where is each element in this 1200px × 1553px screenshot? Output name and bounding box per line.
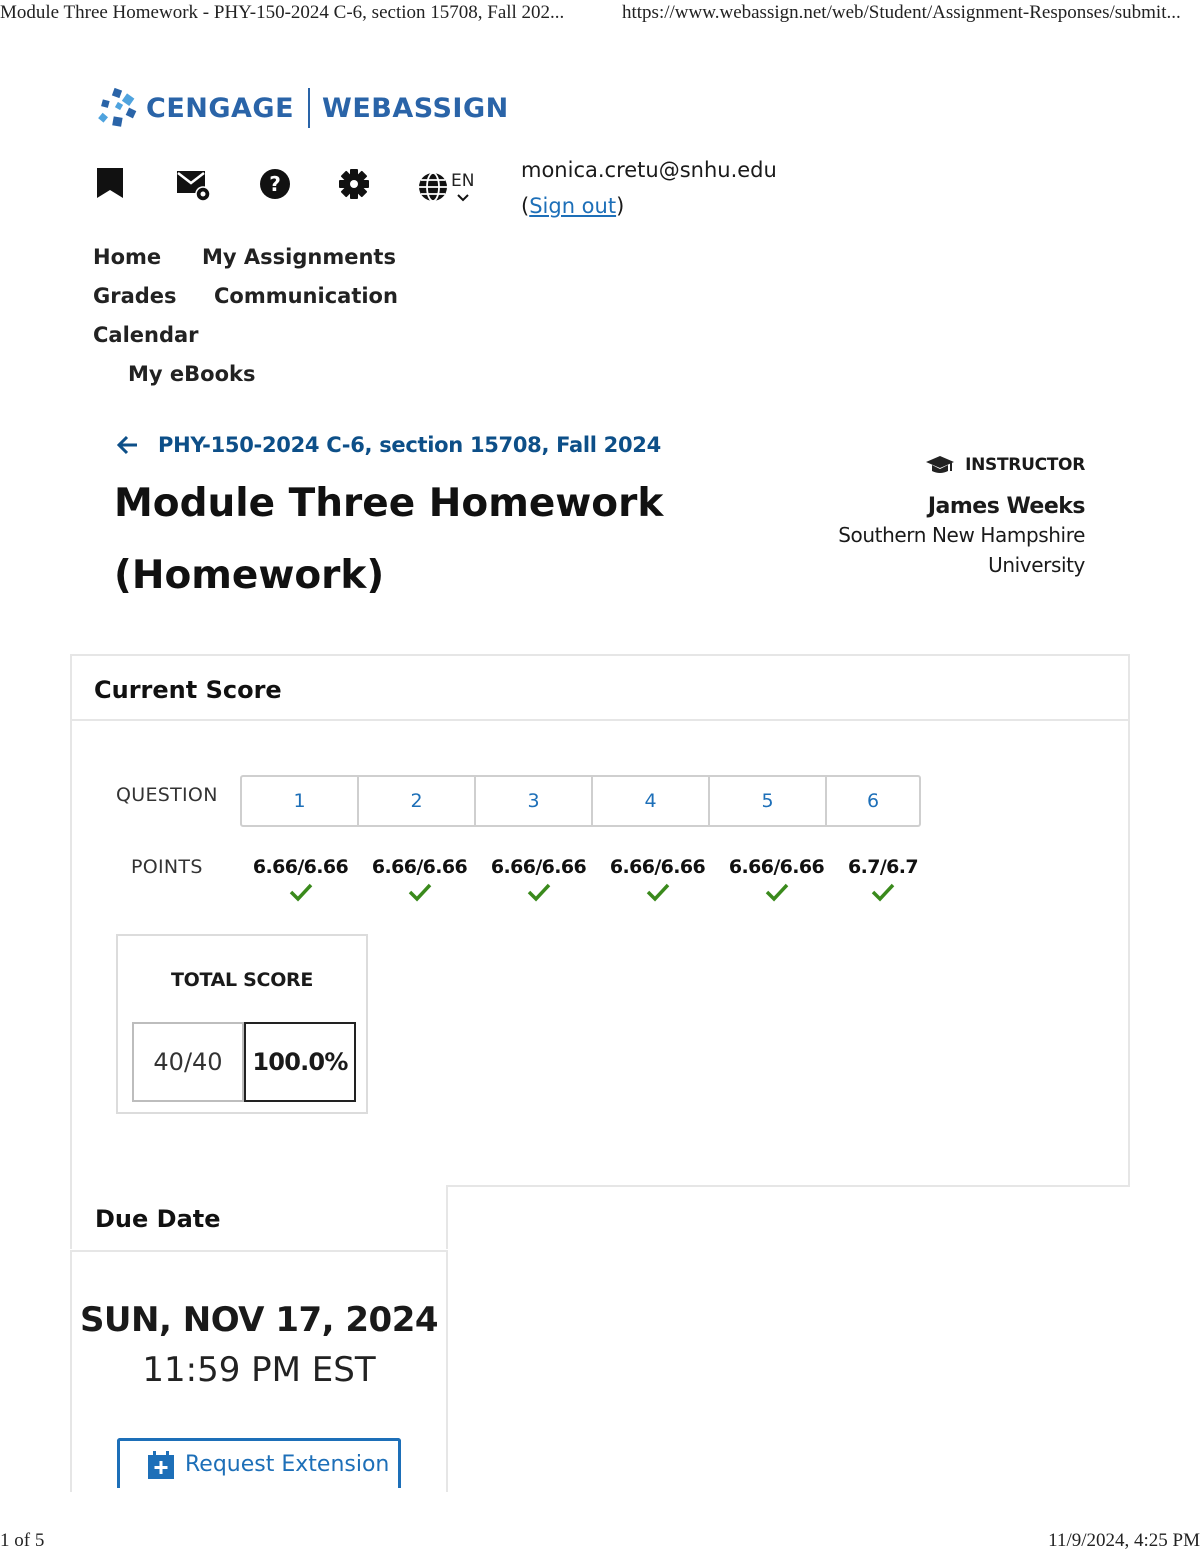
request-extension-label: Request Extension xyxy=(185,1452,390,1477)
language-code: EN xyxy=(451,171,475,191)
print-page-number: 1 of 5 xyxy=(0,1530,45,1551)
checkmark-icon xyxy=(646,882,670,902)
question-selector xyxy=(240,775,921,827)
logo-divider xyxy=(308,88,310,128)
settings-icon[interactable] xyxy=(336,166,372,202)
question-label: QUESTION xyxy=(116,784,218,806)
points-value: 6.7/6.7 xyxy=(847,856,919,878)
due-date-value: SUN, NOV 17, 2024 xyxy=(79,1300,439,1340)
points-q4 xyxy=(599,856,716,906)
messages-icon[interactable] xyxy=(175,166,211,202)
points-value: 6.66/6.66 xyxy=(252,856,349,878)
logo-cengage-text: CENGAGE xyxy=(146,92,295,124)
question-button-4[interactable]: 4 xyxy=(593,777,710,825)
current-score-header xyxy=(70,654,1130,720)
print-timestamp: 11/9/2024, 4:25 PM xyxy=(1048,1530,1200,1551)
question-button-1[interactable]: 1 xyxy=(242,777,359,825)
points-q2 xyxy=(361,856,478,906)
total-score-raw: 40/40 xyxy=(132,1022,244,1102)
logo-webassign-text: WEBASSIGN xyxy=(322,92,509,124)
nav-my-ebooks[interactable]: My eBooks xyxy=(128,362,256,386)
help-icon[interactable] xyxy=(257,166,293,202)
nav-home[interactable]: Home xyxy=(93,245,162,269)
svg-text:?: ? xyxy=(269,172,281,196)
instructor-school-line2: University xyxy=(988,553,1085,577)
language-selector[interactable] xyxy=(416,166,480,206)
instructor-name: James Weeks xyxy=(927,494,1085,519)
signout-paren-close: ) xyxy=(616,194,625,218)
arrow-left-icon xyxy=(116,434,140,456)
cengage-webassign-logo[interactable] xyxy=(96,86,509,130)
points-q3 xyxy=(480,856,597,906)
total-score-box xyxy=(116,934,368,1114)
page-title-line1: Module Three Homework xyxy=(114,481,664,526)
breadcrumb[interactable] xyxy=(116,433,661,457)
question-button-3[interactable]: 3 xyxy=(476,777,593,825)
nav-my-assignments[interactable]: My Assignments xyxy=(202,245,396,269)
checkmark-icon xyxy=(408,882,432,902)
request-extension-button[interactable] xyxy=(117,1438,401,1488)
due-date-header xyxy=(70,1185,448,1249)
graduation-cap-icon xyxy=(925,454,955,476)
print-page-title: Module Three Homework - PHY-150-2024 C-6, section 15708, Fall 202... xyxy=(0,2,565,23)
print-page-url: https://www.webassign.net/web/Student/Assignment-Responses/submit... xyxy=(622,2,1181,23)
chevron-down-icon xyxy=(457,194,469,202)
checkmark-icon xyxy=(871,882,895,902)
total-score-percent: 100.0% xyxy=(244,1022,356,1102)
current-score-title: Current Score xyxy=(94,676,282,704)
flag-icon[interactable] xyxy=(93,166,129,202)
question-button-5[interactable]: 5 xyxy=(710,777,827,825)
cengage-logo-icon xyxy=(96,87,140,129)
question-button-2[interactable]: 2 xyxy=(359,777,476,825)
points-value: 6.66/6.66 xyxy=(490,856,587,878)
total-score-label: TOTAL SCORE xyxy=(170,969,314,991)
instructor-school-line1: Southern New Hampshire xyxy=(838,523,1085,547)
nav-grades[interactable]: Grades xyxy=(93,284,177,308)
question-button-6[interactable]: 6 xyxy=(866,790,880,812)
points-q6 xyxy=(837,856,929,906)
points-q1 xyxy=(242,856,359,906)
due-date-title: Due Date xyxy=(95,1205,221,1233)
instructor-label: INSTRUCTOR xyxy=(965,455,1085,475)
signout-link[interactable]: Sign out xyxy=(529,194,617,218)
nav-calendar[interactable]: Calendar xyxy=(93,323,199,347)
globe-icon xyxy=(416,169,450,205)
points-q5 xyxy=(718,856,835,906)
checkmark-icon xyxy=(527,882,551,902)
points-value: 6.66/6.66 xyxy=(728,856,825,878)
checkmark-icon xyxy=(289,882,313,902)
signout-wrapper xyxy=(521,194,624,218)
points-value: 6.66/6.66 xyxy=(609,856,706,878)
page-title-line2: (Homework) xyxy=(114,553,385,598)
checkmark-icon xyxy=(765,882,789,902)
breadcrumb-course-link[interactable]: PHY-150-2024 C-6, section 15708, Fall 2024 xyxy=(158,433,661,457)
points-label: POINTS xyxy=(131,856,203,878)
instructor-info xyxy=(838,454,1085,579)
points-value: 6.66/6.66 xyxy=(371,856,468,878)
due-time-value: 11:59 PM EST xyxy=(142,1350,376,1390)
user-email: monica.cretu@snhu.edu xyxy=(521,158,777,182)
nav-communication[interactable]: Communication xyxy=(214,284,398,308)
page-title xyxy=(114,468,663,612)
signout-paren-open: ( xyxy=(521,194,530,218)
calendar-add-icon xyxy=(146,1450,176,1480)
instructor-label-row xyxy=(925,454,1085,476)
